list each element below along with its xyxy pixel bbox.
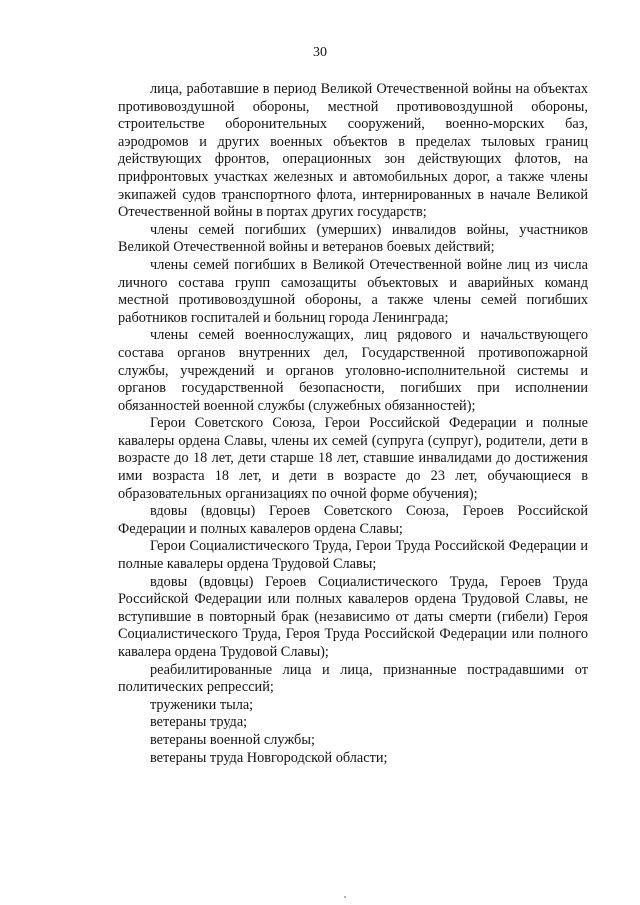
paragraph-families-of-self-defense-groups: члены семей погибших в Великой Отечественной войне лиц из числа личного состава групп самозащиты объектовых и аварийных команд местной противовоздушной обороны, а также члены семей погибших работников госпиталей и больниц города Ленинграда; [118,256,588,326]
list-item-novgorod-labor-veterans: ветераны труда Новгородской области; [150,749,388,766]
paragraph-heroes-socialist-labor: Герои Социалистического Труда, Герои Труда Российской Федерации и полные кавалеры ордена Трудовой Славы; [118,538,588,573]
list-item-home-front-workers: труженики тыла; [150,696,254,713]
paragraph-heroes-soviet-union: Герои Советского Союза, Герои Российской Федерации и полные кавалеры ордена Славы, члены их семей (супруга (супруг), родители, дети в возрасте до 18 лет, дети старше 18 лет, ставшие инвалидами до достижения ими возраста 18 лет, и дети в возрасте до 23 лет, обучающиеся в образовательных организациях по очной форме обучения); [118,415,588,502]
paragraph-families-of-servicemen: члены семей военнослужащих, лиц рядового и начальствующего состава органов внутренних дел, Государственной противопожарной службы, учреждений и органов уголовно-исполнительной системы и органов государственной безопасности, погибших при исполнении обязанностей военной службы (служебных обязанностей); [118,327,588,414]
paragraph-families-of-deceased-invalids: члены семей погибших (умерших) инвалидов войны, участников Великой Отечественной войны и ветеранов боевых действий; [118,221,588,256]
list-item-labor-veterans: ветераны труда; [150,714,248,731]
page-number: 30 [313,45,327,60]
paragraph-rehabilitated-persons: реабилитированные лица и лица, признанные пострадавшими от политических репрессий; [118,661,588,696]
paragraph-air-defense-workers: лица, работавшие в период Великой Отечественной войны на объектах противовоздушной обороны, местной противовоздушной обороны, строительстве оборонительных сооружений, военно-морских баз, аэродромов и других военных объектов в пределах тыловых границ действующих фронтов, операционных зон действующих флотов, на прифронтовых участках железных и автомобильных дорог, а также члены экипажей судов транспортного флота, интернированных в начале Великой Отечественной войны в портах других государств; [118,81,588,221]
scan-dot [344,896,346,898]
list-item-military-service-veterans: ветераны военной службы; [150,731,315,748]
document-body [118,81,588,767]
paragraph-widows-heroes-socialist-labor: вдовы (вдовцы) Героев Социалистического Труда, Героев Труда Российской Федерации или полных кавалеров ордена Трудовой Славы, не вступившие в повторный брак (независимо от даты смерти (гибели) Героя Социалистического Труда, Героя Труда Российской Федерации или полного кавалера ордена Трудовой Славы); [118,573,588,660]
paragraph-widows-heroes-soviet-union: вдовы (вдовцы) Героев Советского Союза, Героев Российской Федерации и полных кавалеров ордена Славы; [118,503,588,537]
